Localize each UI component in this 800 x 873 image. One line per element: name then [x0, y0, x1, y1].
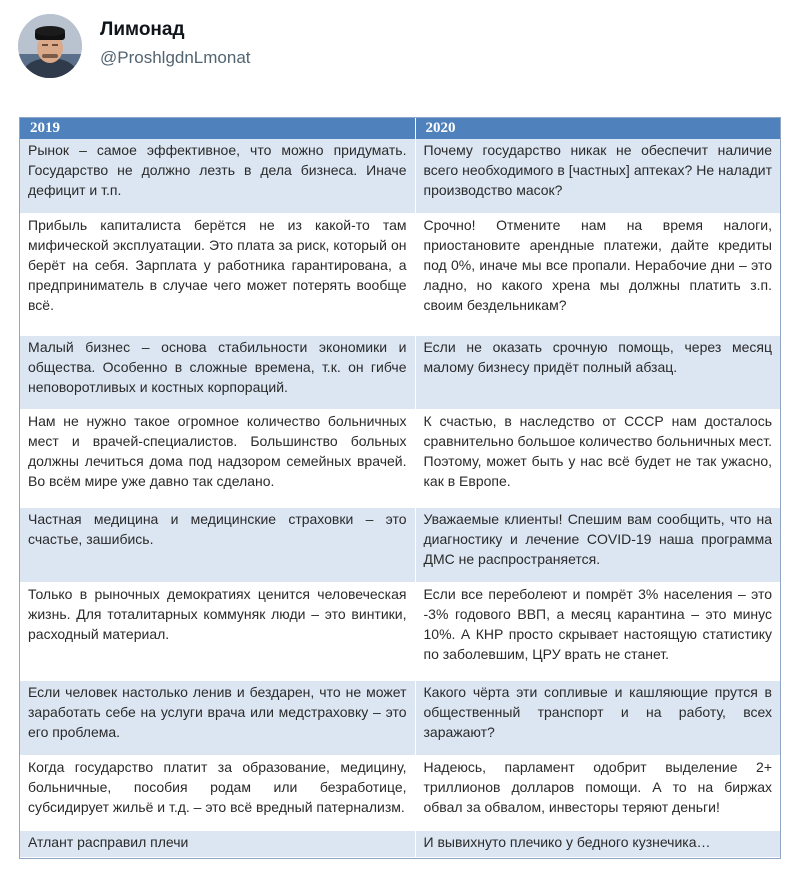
cell-2020: Какого чёрта эти сопливые и кашляющие прутся в общественный транспорт и на работу, всех заражают?: [415, 681, 780, 756]
cell-2019: Прибыль капиталиста берётся не из какой-то там мифической эксплуатации. Это плата за риск, который он берёт на себя. Зарплата у работника гарантирована, а предприниматель в случае чего может потерять вообще всё.: [20, 213, 415, 335]
cell-2019: Рынок – самое эффективное, что можно придумать. Государство не должно лезть в дела бизнеса. Иначе дефицит и т.п.: [20, 139, 415, 213]
cell-2020: Почему государство никак не обеспечит наличие всего необходимого в [частных] аптеках? Не наладит производство масок?: [415, 139, 780, 213]
avatar[interactable]: [18, 14, 82, 78]
cell-2019: Если человек настолько ленив и бездарен, что не может заработать себе на услуги врача или медстраховку – это его проблема.: [20, 681, 415, 756]
cell-2020: Срочно! Отмените нам на время налоги, приостановите арендные платежи, дайте кредиты под 0%, иначе мы все пропали. Нерабочие дни – это ладно, но какого хрена мы должны платить з.п. своим бездельникам?: [415, 213, 780, 335]
cell-2019: Только в рыночных демократиях ценится человеческая жизнь. Для тоталитарных коммуняк люди – это винтики, расходный материал.: [20, 583, 415, 681]
table-row: [20, 756, 780, 831]
cell-2019: Малый бизнес – основа стабильности экономики и общества. Особенно в сложные времена, т.к. он гибче неповоротливых и костных корпораций.: [20, 335, 415, 410]
table-row: [20, 410, 780, 508]
table-row: [20, 681, 780, 756]
cell-2019: Нам не нужно такое огромное количество больничных мест и врачей-специалистов. Большинство больных должны лечиться дома под надзором семейных врачей. Во всём мире уже давно так сделано.: [20, 410, 415, 508]
table-row: [20, 335, 780, 410]
cell-2020: Надеюсь, парламент одобрит выделение 2+ триллионов долларов помощи. А то на биржах обвал за обвалом, инвесторы теряют деньги!: [415, 756, 780, 831]
table-row: [20, 139, 780, 213]
comparison-table: [20, 118, 780, 858]
cell-2020: И вывихнуто плечико у бедного кузнечика…: [415, 830, 780, 857]
cell-2020: Если все переболеют и помрёт 3% населения – это -3% годового ВВП, а месяц карантина – это минус 10%. А КНР просто скрывает настоящую статистику по заболевшим, ЦРУ врать не станет.: [415, 583, 780, 681]
tweet-header: [18, 14, 778, 78]
cell-2020: К счастью, в наследство от СССР нам досталось сравнительно большое количество больничных мест. Поэтому, может быть у нас всё будет не так ужасно, как в Европе.: [415, 410, 780, 508]
cell-2020: Если не оказать срочную помощь, через месяц малому бизнесу придёт полный абзац.: [415, 335, 780, 410]
comparison-table-image: [19, 117, 781, 859]
cell-2020: Уважаемые клиенты! Спешим вам сообщить, что на диагностику и лечение COVID-19 наша программа ДМС не распространяется.: [415, 508, 780, 583]
cell-2019: Атлант расправил плечи: [20, 830, 415, 857]
user-handle[interactable]: @ProshlgdnLmonat: [100, 48, 251, 67]
table-row: [20, 583, 780, 681]
column-header-2019: 2019: [20, 118, 415, 139]
column-header-2020: 2020: [415, 118, 780, 139]
display-name[interactable]: Лимонад: [100, 19, 185, 40]
cell-2019: Частная медицина и медицинские страховки – это счастье, зашибись.: [20, 508, 415, 583]
table-row: [20, 508, 780, 583]
avatar-image: [18, 14, 82, 78]
table-row: [20, 213, 780, 335]
table-row: [20, 830, 780, 857]
table-header-row: [20, 118, 780, 139]
cell-2019: Когда государство платит за образование, медицину, больничные, пособия родам или безработице, субсидирует жильё и т.д. – это всё вредный патернализм.: [20, 756, 415, 831]
